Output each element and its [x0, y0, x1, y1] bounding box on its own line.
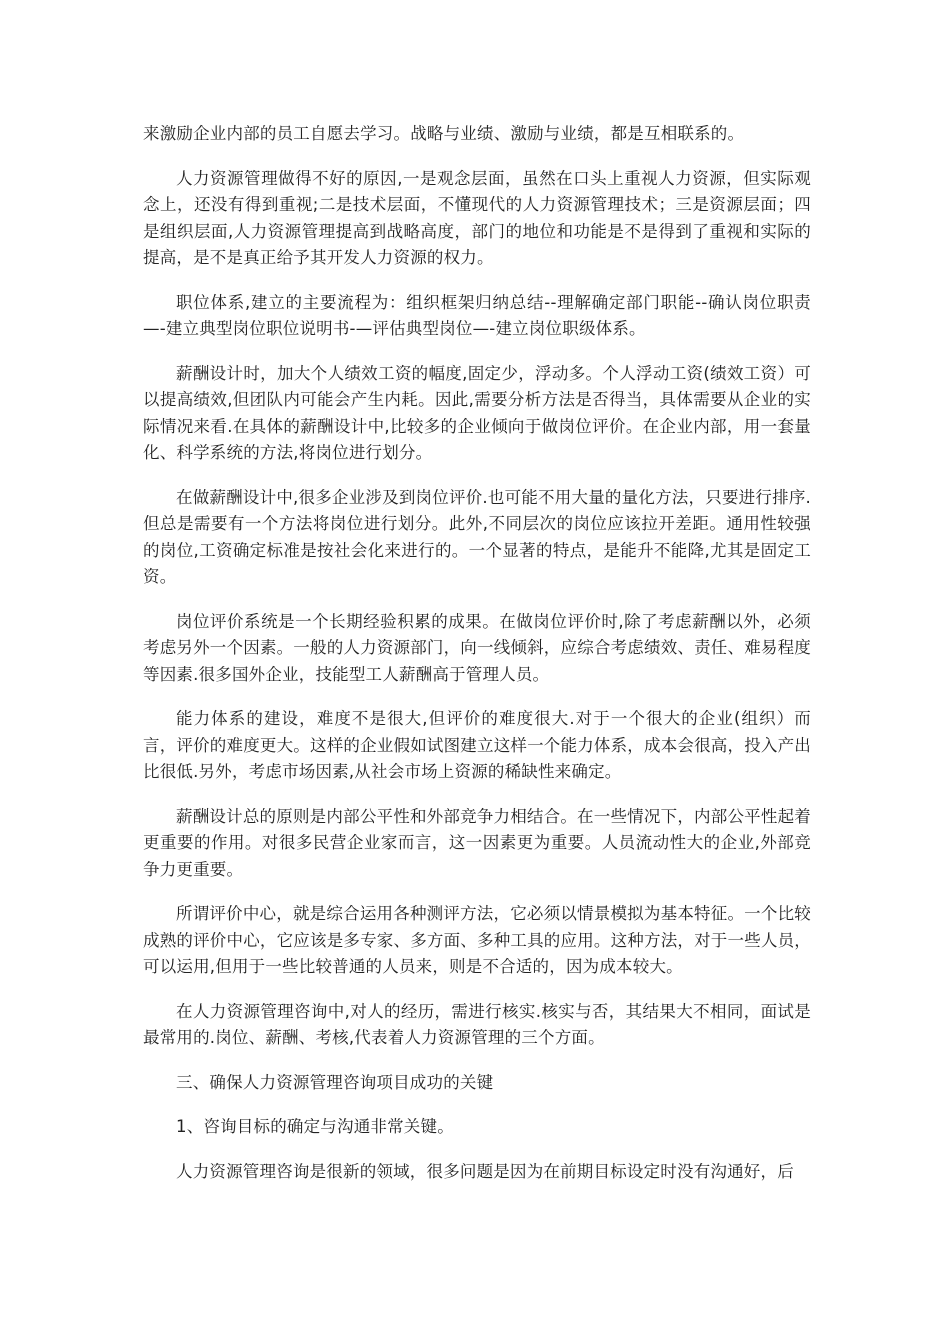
- paragraph-1: 来激励企业内部的员工自愿去学习。战略与业绩、激励与业绩，都是互相联系的。: [143, 124, 745, 143]
- paragraph-5: 在做薪酬设计中,很多企业涉及到岗位评价.也可能不用大量的量化方法，只要进行排序.但总是需要有一个方法将岗位进行划分。此外,不同层次的岗位应该拉开差距。通用性较强的岗位,工资确定标准是按社会化来进行的。一个显著的特点，是能升不能降,尤其是固定工资。: [143, 487, 811, 586]
- paragraph-10: 在人力资源管理咨询中,对人的经历，需进行核实.核实与否，其结果大不相同，面试是最常用的.岗位、薪酬、考核,代表着人力资源管理的三个方面。: [143, 1001, 811, 1047]
- paragraph-2: 人力资源管理做得不好的原因,一是观念层面，虽然在口头上重视人力资源，但实际观念上，还没有得到重视;二是技术层面，不懂现代的人力资源管理技术；三是资源层面；四是组织层面,人力资源管理提高到战略高度，部门的地位和功能是不是得到了重视和实际的提高，是不是真正给予其开发人力资源的权力。: [143, 168, 811, 267]
- paragraph-13: 人力资源管理咨询是很新的领域，很多问题是因为在前期目标设定时没有沟通好，后: [176, 1161, 794, 1181]
- paragraph-9: 所谓评价中心，就是综合运用各种测评方法，它必须以情景模拟为基本特征。一个比较成熟的评价中心，它应该是多专家、多方面、多种工具的应用。这种方法，对于一些人员，可以运用,但用于一些比较普通的人员来，则是不合适的，因为成本较大。: [143, 904, 811, 976]
- paragraph-8: 薪酬设计总的原则是内部公平性和外部竞争力相结合。在一些情况下，内部公平性起着更重要的作用。对很多民营企业家而言，这一因素更为重要。人员流动性大的企业,外部竞争力更重要。: [143, 806, 811, 879]
- subsection-heading: 1、咨询目标的确定与沟通非常关键。: [176, 1117, 454, 1136]
- paragraph-7: 能力体系的建设，难度不是很大,但评价的难度很大.对于一个很大的企业(组织）而言，评价的难度更大。这样的企业假如试图建立这样一个能力体系，成本会很高，投入产出比很低.另外，考虑市场因素,从社会市场上资源的稀缺性来确定。: [143, 709, 811, 781]
- paragraph-6: 岗位评价系统是一个长期经验积累的成果。在做岗位评价时,除了考虑薪酬以外，必须考虑另外一个因素。一般的人力资源部门，向一线倾斜，应综合考虑绩效、责任、难易程度等因素.很多国外企业，技能型工人薪酬高于管理人员。: [143, 611, 811, 684]
- document-page: [143, 121, 811, 1203]
- paragraph-4: 薪酬设计时，加大个人绩效工资的幅度,固定少，浮动多。个人浮动工资(绩效工资）可以提高绩效,但团队内可能会产生内耗。因此,需要分析方法是否得当，具体需要从企业的实际情况来看.在具体的薪酬设计中,比较多的企业倾向于做岗位评价。在企业内部，用一套量化、科学系统的方法,将岗位进行划分。: [143, 363, 811, 462]
- section-heading: 三、确保人力资源管理咨询项目成功的关键: [176, 1072, 494, 1092]
- paragraph-3: 职位体系,建立的主要流程为：组织框架归纳总结--理解确定部门职能--确认岗位职责—-建立典型岗位职位说明书-—评估典型岗位—-建立岗位职级体系。: [143, 292, 811, 338]
